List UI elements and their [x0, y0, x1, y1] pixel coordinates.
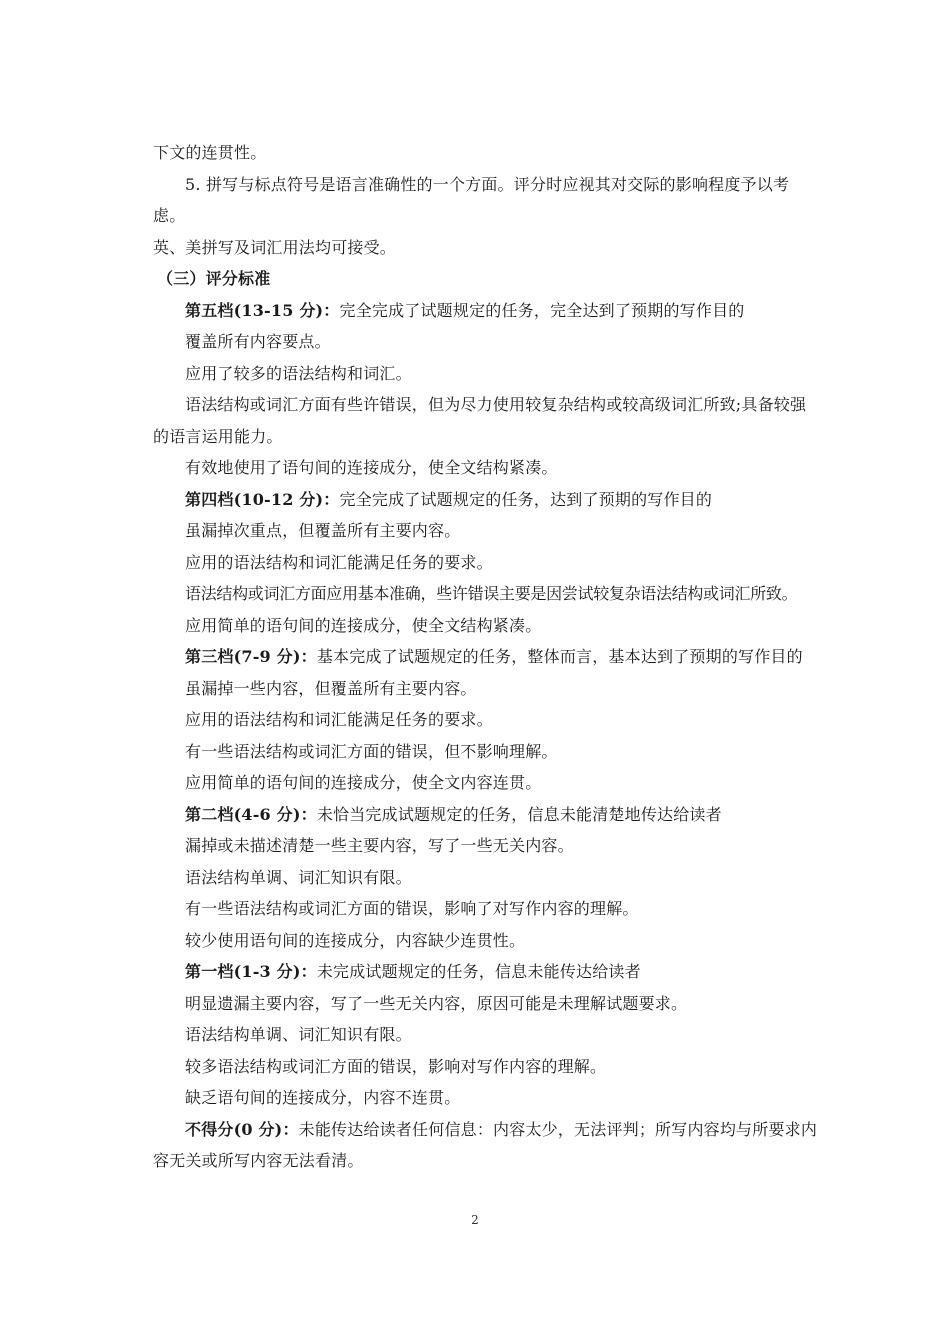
section-heading: （三）评分标准 [157, 269, 271, 288]
band-1-header [153, 956, 818, 988]
item-5-line-2: 英、美拼写及词汇用法均可接受。 [153, 237, 397, 257]
band-1-title: 第一档(1-3 分)： [185, 962, 317, 981]
band-1-criterion-2: 语法结构单调、词汇知识有限。 [185, 1025, 412, 1044]
band-3-criterion-3: 有一些语法结构或词汇方面的错误，但不影响理解。 [185, 741, 558, 761]
band-1-criterion-1: 明显遗漏主要内容，写了一些无关内容，原因可能是未理解试题要求。 [185, 993, 688, 1013]
page-content [153, 137, 818, 1177]
band-3-criterion-2: 应用的语法结构和词汇能满足任务的要求。 [185, 710, 493, 729]
band-5-criterion-4: 有效地使用了语句间的连接成分，使全文结构紧凑。 [185, 458, 558, 477]
band-5-header [153, 295, 818, 327]
band-2-criterion-2: 语法结构单调、词汇知识有限。 [185, 867, 412, 887]
continuation-text: 下文的连贯性。 [153, 143, 267, 162]
band-5-criterion-2: 应用了较多的语法结构和词汇。 [185, 363, 412, 383]
band-4-criterion-3: 语法结构或词汇方面应用基本准确，些许错误主要是因尝试较复杂语法结构或词汇所致。 [185, 584, 798, 603]
band-5-criterion-3: 语法结构或词汇方面有些许错误，但为尽力使用较复杂结构或较高级词汇所致;具备较强的语言运用能力。 [153, 395, 807, 446]
band-1-summary: 未完成试题规定的任务，信息未能传达给读者 [316, 962, 641, 981]
band-4-criterion-1: 虽漏掉次重点，但覆盖所有主要内容。 [185, 521, 461, 540]
zero-score-title: 不得分(0 分)： [185, 1119, 299, 1139]
band-4-title: 第四档(10-12 分)： [185, 489, 340, 509]
page-number: 2 [471, 1213, 479, 1227]
band-1-criterion-4: 缺乏语句间的连接成分，内容不连贯。 [185, 1088, 461, 1107]
band-3-header [153, 641, 818, 673]
band-1-criterion-3: 较多语法结构或词汇方面的错误，影响对写作内容的理解。 [185, 1056, 607, 1076]
band-4-criterion-2: 应用的语法结构和词汇能满足任务的要求。 [185, 552, 493, 572]
band-2-summary: 未恰当完成试题规定的任务，信息未能清楚地传达给读者 [316, 804, 722, 824]
band-2-header [153, 799, 818, 831]
item-5-text [153, 169, 818, 264]
band-4-header [153, 484, 818, 516]
band-3-title: 第三档(7-9 分)： [185, 647, 317, 666]
item-5-line-1: 5. 拼写与标点符号是语言准确性的一个方面。评分时应视其对交际的影响程度予以考虑。 [153, 174, 790, 225]
band-4-summary: 完全完成了试题规定的任务，达到了预期的写作目的 [339, 489, 713, 509]
band-3-summary: 基本完成了试题规定的任务，整体而言，基本达到了预期的写作目的 [316, 647, 803, 666]
zero-score-text: 未能传达给读者任何信息：内容太少，无法评判；所写内容均与所要求内容无关或所写内容无法看清。 [153, 1119, 818, 1170]
band-2-criterion-4: 较少使用语句间的连接成分，内容缺少连贯性。 [185, 930, 526, 950]
band-5-summary: 完全完成了试题规定的任务，完全达到了预期的写作目的 [339, 300, 745, 320]
band-2-criterion-3: 有一些语法结构或词汇方面的错误，影响了对写作内容的理解。 [185, 899, 639, 918]
band-4-criterion-4: 应用简单的语句间的连接成分，使全文结构紧凑。 [185, 615, 542, 635]
zero-score-paragraph [153, 1114, 818, 1177]
band-3-criterion-4: 应用简单的语句间的连接成分，使全文内容连贯。 [185, 773, 542, 792]
band-5-title: 第五档(13-15 分)： [185, 300, 340, 320]
band-5-criterion-1: 覆盖所有内容要点。 [185, 332, 331, 351]
band-3-criterion-1: 虽漏掉一些内容，但覆盖所有主要内容。 [185, 678, 477, 698]
band-2-title: 第二档(4-6 分)： [185, 804, 317, 824]
band-2-criterion-1: 漏掉或未描述清楚一些主要内容，写了一些无关内容。 [185, 836, 574, 855]
